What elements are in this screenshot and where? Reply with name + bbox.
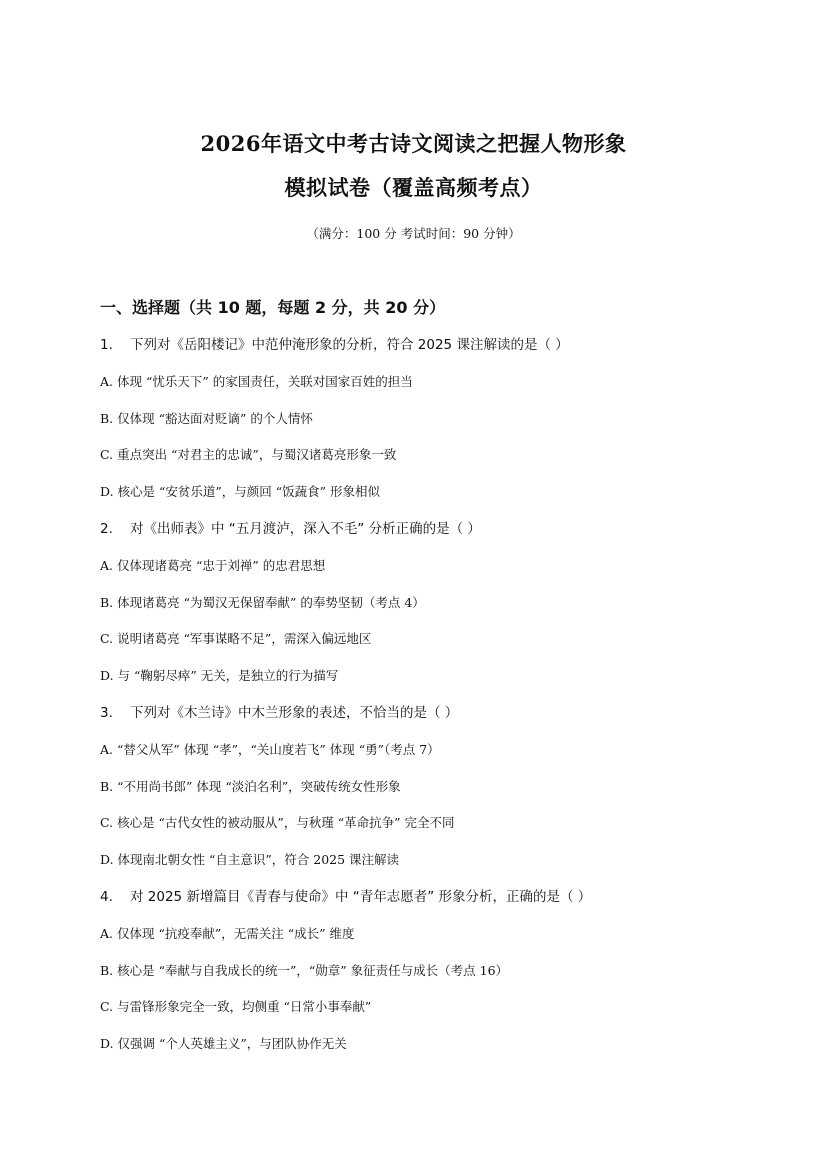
question-stem [100,886,740,923]
answer-option: C. 说明诸葛亮 “军事谋略不足”，需深入偏远地区 [100,631,372,647]
question-stem [100,518,740,555]
answer-option: D. 仅强调 “个人英雄主义”，与团队协作无关 [100,1036,347,1052]
question-list [100,334,740,1070]
exam-info: （满分：100 分 考试时间：90 分钟） [306,226,521,241]
answer-option: A. “替父从军” 体现 “孝”，“关山度若飞” 体现 “勇”（考点 7） [100,741,440,757]
answer-option: A. 体现 “忧乐天下” 的家国责任，关联对国家百姓的担当 [100,373,413,389]
page-title: 2026年语文中考古诗文阅读之把握人物形象 [200,131,627,156]
question-number: 1. [100,337,113,353]
question-number: 2. [100,520,113,537]
question-number: 4. [100,888,113,905]
answer-option: B. “不用尚书郎” 体现 “淡泊名利”，突破传统女性形象 [100,778,401,794]
question-text: 对《出师表》中 “五月渡泸，深入不毛” 分析正确的是（ ） [130,520,481,537]
answer-option: C. 与雷锋形象完全一致，均侧重 “日常小事奉献” [100,999,372,1015]
answer-option: A. 仅体现诸葛亮 “忠于刘禅” 的忠君思想 [100,557,326,573]
page-subtitle-title: 模拟试卷（覆盖高频考点） [284,175,543,200]
answer-option: B. 体现诸葛亮 “为蜀汉无保留奉献” 的奉势坚韧（考点 4） [100,594,425,610]
question-stem [100,334,740,371]
question-number: 3. [100,704,113,721]
section-heading: 一、选择题（共 10 题，每题 2 分，共 20 分） [100,298,446,317]
answer-option: B. 仅体现 “豁达面对贬谪” 的个人情怀 [100,410,313,426]
question-text: 下列对《岳阳楼记》中范仲淹形象的分析，符合 2025 课注解读的是（ ） [130,337,569,353]
question-stem [100,702,740,739]
question-text: 对 2025 新增篇目《青春与使命》中 “青年志愿者” 形象分析，正确的是（ ） [130,888,592,905]
answer-option: A. 仅体现 “抗疫奉献”，无需关注 “成长” 维度 [100,925,355,941]
answer-option: B. 核心是 “奉献与自我成长的统一”，“勋章” 象征责任与成长（考点 16） [100,962,509,978]
answer-option: D. 与 “鞠躬尽瘁” 无关，是独立的行为描写 [100,668,339,684]
question-text: 下列对《木兰诗》中木兰形象的表述，不恰当的是（ ） [130,704,459,721]
answer-option: C. 核心是 “古代女性的被动服从”，与秋瑾 “革命抗争” 完全不同 [100,815,455,831]
answer-option: D. 体现南北朝女性 “自主意识”，符合 2025 课注解读 [100,852,400,868]
answer-option: D. 核心是 “安贫乐道”，与颜回 “饭蔬食” 形象相似 [100,484,381,500]
answer-option: C. 重点突出 “对君主的忠诚”，与蜀汉诸葛亮形象一致 [100,447,397,463]
